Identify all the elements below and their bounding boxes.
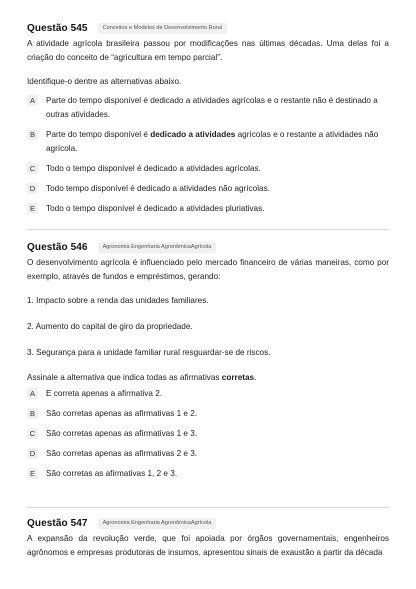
subject-tag[interactable]: Conceitos e Modelos de Desenvolvimento Rural bbox=[98, 23, 227, 34]
question-number: Questão 547 bbox=[27, 517, 88, 529]
option-letter: B bbox=[27, 129, 38, 140]
option-text: Todo o tempo disponível é dedicado a atividades pluriativas. bbox=[46, 204, 265, 213]
option-d[interactable] bbox=[27, 182, 389, 196]
option-text-part: agrícolas e o restante a atividades não agrícola. bbox=[46, 130, 379, 153]
instruction-text: . bbox=[254, 373, 257, 382]
option-letter: C bbox=[27, 428, 38, 439]
option-b[interactable] bbox=[27, 407, 389, 421]
option-letter: D bbox=[27, 183, 38, 194]
option-text: São corretas apenas as afirmativas 1 e 2. bbox=[46, 409, 198, 418]
section-divider bbox=[27, 229, 389, 230]
option-letter: E bbox=[27, 203, 38, 214]
question-statement: O desenvolvimento agrícola é influenciado pelo mercado financeiro de várias maneiras, como por exemplo, através de fundos e empréstimos, gerando: bbox=[27, 258, 389, 281]
question-number: Questão 545 bbox=[27, 22, 88, 34]
option-e[interactable] bbox=[27, 467, 389, 481]
instruction-bold: corretas bbox=[221, 373, 255, 382]
option-letter: E bbox=[27, 468, 38, 479]
option-e[interactable] bbox=[27, 202, 389, 216]
option-letter: D bbox=[27, 448, 38, 459]
option-d[interactable] bbox=[27, 447, 389, 461]
options-list bbox=[27, 387, 389, 481]
option-text: Parte do tempo disponível é dedicado a atividades agrícolas e o restante não é destinado a outras atividades. bbox=[46, 96, 378, 119]
option-b[interactable] bbox=[27, 128, 389, 156]
option-text: São corretas apenas as afirmativas 2 e 3. bbox=[46, 449, 198, 458]
subject-tag[interactable]: Agronomia Engenharia AgronômicaAgrícola bbox=[98, 518, 217, 529]
question-statement: A atividade agrícola brasileira passou por modificações nas últimas décadas. Uma delas foi a criação do conceito de “agricultura em tempo parcial”. bbox=[27, 39, 389, 62]
question-header bbox=[27, 240, 389, 254]
subject-tag[interactable]: Agronomia Engenharia AgronômicaAgrícola bbox=[98, 242, 217, 253]
instruction-text: Assinale a alternativa que indica todas as afirmativas bbox=[27, 373, 222, 382]
statement-item: 3. Segurança para a unidade familiar rural resguardar-se de riscos. bbox=[27, 348, 271, 357]
option-text: Todo o tempo disponível é dedicado a atividades agrícolas. bbox=[46, 164, 261, 173]
question-header bbox=[27, 21, 389, 35]
question-number: Questão 546 bbox=[27, 241, 88, 253]
question-instruction: Identifique-o dentre as alternativas abaixo. bbox=[27, 77, 182, 86]
option-letter: C bbox=[27, 163, 38, 174]
options-list bbox=[27, 94, 389, 216]
option-text: São corretas as afirmativas 1, 2 e 3. bbox=[46, 469, 178, 478]
question-547 bbox=[27, 516, 389, 560]
option-c[interactable] bbox=[27, 427, 389, 441]
statement-item: 2. Aumento do capital de giro da propriedade. bbox=[27, 322, 193, 331]
option-c[interactable] bbox=[27, 162, 389, 176]
question-statement: A expansão da revolução verde, que foi apoiada por órgãos governamentais, engenheiros agrônomos e empresas produtoras de insumos, apresentou sinais de exaustão a partir da década bbox=[27, 534, 389, 557]
section-divider bbox=[27, 507, 389, 508]
option-a[interactable] bbox=[27, 94, 389, 122]
question-546 bbox=[27, 240, 389, 481]
option-letter: A bbox=[27, 388, 38, 399]
option-text-bold: dedicado a atividades bbox=[150, 130, 236, 139]
option-letter: B bbox=[27, 408, 38, 419]
option-text: E correta apenas a afirmativa 2. bbox=[46, 389, 163, 398]
option-text-part: Parte do tempo disponível é bbox=[46, 130, 151, 139]
option-text: Todo tempo disponível é dedicado a atividades não agrícolas. bbox=[46, 184, 270, 193]
option-text: São corretas apenas as afirmativas 1 e 3. bbox=[46, 429, 198, 438]
option-text bbox=[46, 128, 389, 156]
question-545 bbox=[27, 21, 389, 216]
question-instruction bbox=[27, 372, 389, 384]
option-a[interactable] bbox=[27, 387, 389, 401]
question-header bbox=[27, 516, 389, 530]
option-letter: A bbox=[27, 95, 38, 106]
statement-item: 1. Impacto sobre a renda das unidades familiares. bbox=[27, 296, 209, 305]
